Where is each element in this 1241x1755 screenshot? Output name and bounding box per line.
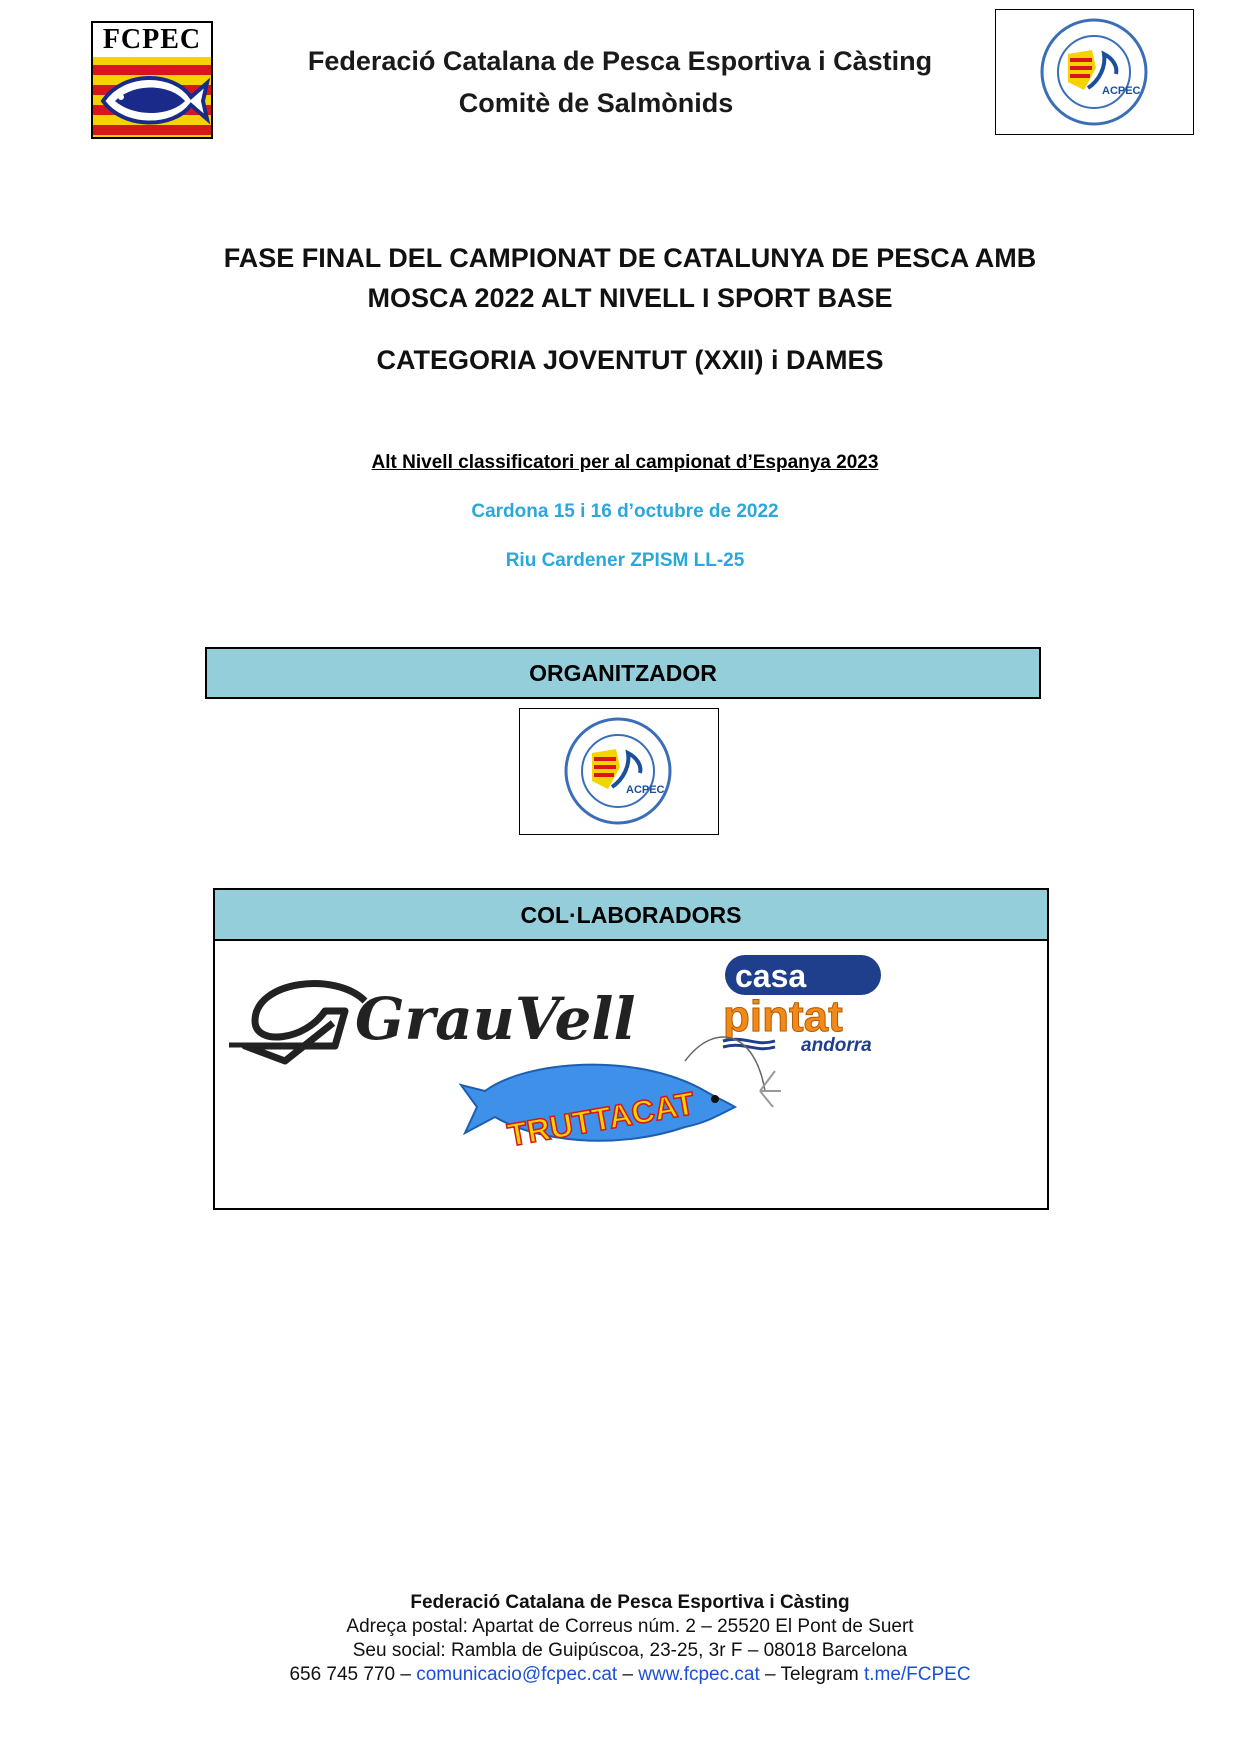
footer-social-address: Seu social: Rambla de Guipúscoa, 23-25, 3r F – 08018 Barcelona (352, 1640, 908, 1661)
organizer-acpec-logo (519, 708, 719, 835)
casa-pintat-text-3: andorra (801, 1035, 872, 1056)
event-date: Cardona 15 i 16 d’octubre de 2022 (471, 501, 779, 522)
fcpec-fish-emblem (93, 57, 211, 139)
organizer-logo-label: ACPEC (626, 784, 665, 796)
header-federation-name: Federació Catalana de Pesca Esportiva i Càsting (307, 46, 933, 76)
footer-federation: Federació Catalana de Pesca Esportiva i Càsting (410, 1592, 850, 1613)
footer-phone: 656 745 770 (289, 1664, 396, 1685)
collaborator-logos (215, 941, 1047, 1209)
grauvell-logo (229, 984, 635, 1061)
footer-web-link[interactable]: www.fcpec.cat (638, 1664, 760, 1685)
main-title-line-2: MOSCA 2022 ALT NIVELL I SPORT BASE (367, 283, 893, 313)
footer-telegram-label: – Telegram (759, 1664, 864, 1685)
footer-postal-address: Adreça postal: Apartat de Correus núm. 2 – 25520 El Pont de Suert (346, 1616, 914, 1637)
header-committee-name: Comitè de Salmònids (458, 88, 734, 118)
footer-contact-line (160, 1664, 1100, 1686)
footer-separator: – (395, 1664, 417, 1685)
main-title-line-1: FASE FINAL DEL CAMPIONAT DE CATALUNYA DE PESCA AMB (223, 243, 1037, 273)
fcpec-logo (91, 21, 213, 139)
truttacat-logo (461, 1037, 781, 1153)
organizer-heading: ORGANITZADOR (205, 647, 1041, 699)
qualifier-subtitle (300, 452, 950, 474)
qualifier-subtitle-text: Alt Nivell classificatori per al campionat d’Espanya 2023 (371, 452, 879, 473)
truttacat-logo-text: TRUTTACAT (504, 1084, 698, 1154)
acpec-top-label: ACPEC (1102, 85, 1141, 97)
casa-pintat-text-2: pintat (723, 992, 843, 1041)
footer-telegram-link[interactable]: t.me/FCPEC (863, 1664, 971, 1685)
casa-pintat-logo (723, 955, 881, 1056)
event-river: Riu Cardener ZPISM LL-25 (505, 550, 745, 571)
casa-pintat-text-1: casa (735, 958, 807, 994)
fcpec-logo-text: FCPEC (102, 24, 202, 55)
collaborators-box (213, 888, 1049, 1210)
collaborators-heading: COL·LABORADORS (215, 890, 1047, 941)
main-title-line-3: CATEGORIA JOVENTUT (XXII) i DAMES (376, 345, 884, 375)
grauvell-logo-text: GrauVell (355, 985, 636, 1053)
acpec-logo-top (995, 9, 1194, 135)
footer-separator: – (617, 1664, 639, 1685)
footer-email-link[interactable]: comunicacio@fcpec.cat (416, 1664, 618, 1685)
